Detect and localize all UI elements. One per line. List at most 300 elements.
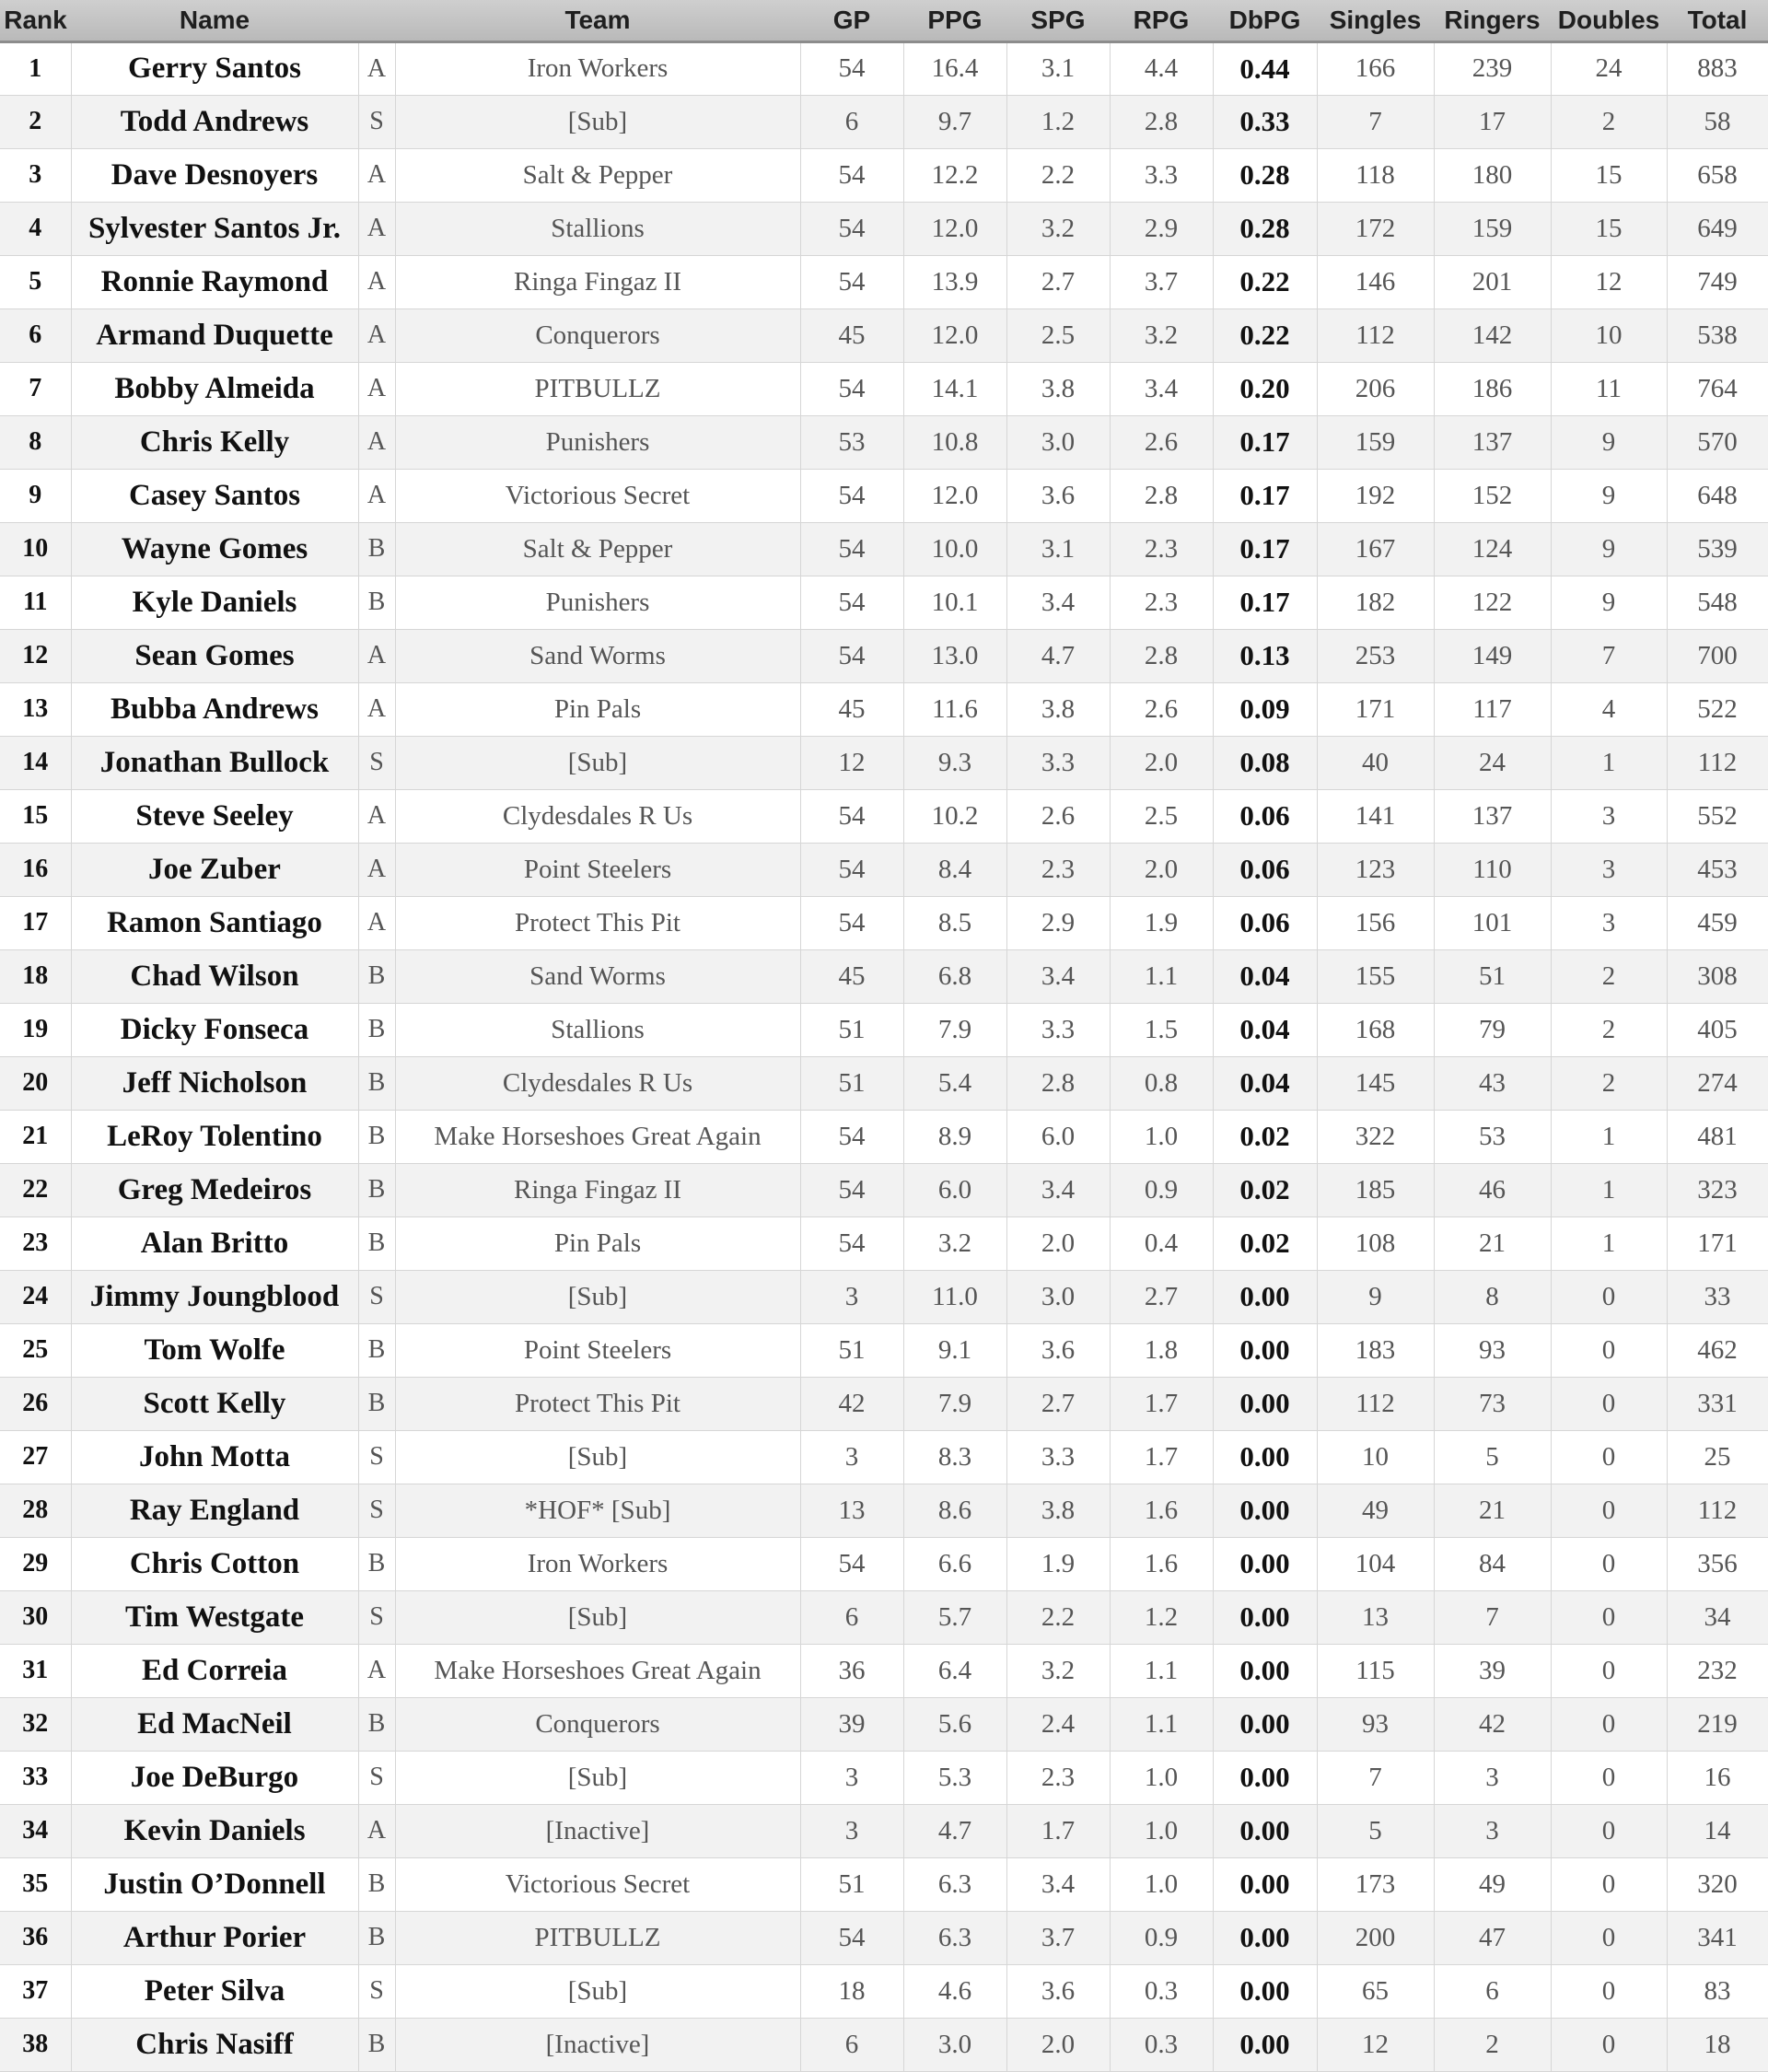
cell-dbpg: 0.00 [1213,1697,1317,1751]
cell-name: Tim Westgate [71,1590,358,1644]
cell-gp: 54 [800,1216,903,1270]
cell-class: B [358,1056,395,1110]
cell-rpg: 1.7 [1110,1430,1213,1484]
cell-total: 320 [1667,1857,1768,1911]
cell-dbpg: 0.17 [1213,415,1317,469]
table-row [0,843,1768,896]
cell-ppg: 10.1 [903,576,1006,629]
cell-ringers: 49 [1434,1857,1551,1911]
cell-gp: 54 [800,362,903,415]
cell-dbpg: 0.00 [1213,1377,1317,1430]
cell-team: Pin Pals [395,682,800,736]
cell-doubles: 0 [1551,1590,1667,1644]
column-header-rpg[interactable]: RPG [1110,0,1213,41]
cell-rank: 18 [0,949,71,1003]
cell-spg: 3.6 [1006,1964,1110,2018]
cell-rank: 38 [0,2018,71,2071]
cell-gp: 45 [800,682,903,736]
cell-ppg: 6.8 [903,949,1006,1003]
cell-ppg: 9.3 [903,736,1006,789]
cell-doubles: 0 [1551,1323,1667,1377]
cell-rpg: 1.0 [1110,1751,1213,1804]
cell-rpg: 2.8 [1110,95,1213,148]
cell-name: John Motta [71,1430,358,1484]
column-header-doubles[interactable]: Doubles [1551,0,1667,41]
cell-class: S [358,1270,395,1323]
cell-name: Chris Cotton [71,1537,358,1590]
cell-team: Iron Workers [395,41,800,95]
cell-total: 112 [1667,1484,1768,1537]
cell-gp: 54 [800,629,903,682]
cell-singles: 168 [1317,1003,1434,1056]
cell-doubles: 1 [1551,736,1667,789]
cell-spg: 6.0 [1006,1110,1110,1163]
cell-doubles: 0 [1551,2018,1667,2071]
cell-rpg: 1.2 [1110,1590,1213,1644]
cell-total: 274 [1667,1056,1768,1110]
cell-ppg: 12.2 [903,148,1006,202]
cell-class: S [358,1484,395,1537]
cell-singles: 159 [1317,415,1434,469]
table-row [0,1697,1768,1751]
cell-singles: 40 [1317,736,1434,789]
cell-gp: 54 [800,148,903,202]
table-row [0,629,1768,682]
cell-singles: 183 [1317,1323,1434,1377]
cell-gp: 54 [800,896,903,949]
column-header-spg[interactable]: SPG [1006,0,1110,41]
cell-name: Kevin Daniels [71,1804,358,1857]
cell-gp: 3 [800,1270,903,1323]
cell-spg: 3.8 [1006,1484,1110,1537]
cell-ringers: 239 [1434,41,1551,95]
cell-gp: 3 [800,1751,903,1804]
cell-ppg: 10.2 [903,789,1006,843]
table-row [0,1537,1768,1590]
cell-singles: 49 [1317,1484,1434,1537]
cell-ringers: 3 [1434,1804,1551,1857]
cell-rpg: 1.0 [1110,1857,1213,1911]
cell-class: A [358,1644,395,1697]
table-row [0,1590,1768,1644]
table-row [0,362,1768,415]
cell-rank: 30 [0,1590,71,1644]
column-header-dbpg[interactable]: DbPG [1213,0,1317,41]
cell-team: PITBULLZ [395,1911,800,1964]
cell-rpg: 1.7 [1110,1377,1213,1430]
cell-ppg: 9.1 [903,1323,1006,1377]
cell-singles: 112 [1317,308,1434,362]
cell-class: A [358,682,395,736]
cell-ringers: 7 [1434,1590,1551,1644]
table-row [0,1430,1768,1484]
cell-singles: 12 [1317,2018,1434,2071]
cell-singles: 192 [1317,469,1434,522]
cell-total: 649 [1667,202,1768,255]
cell-spg: 3.2 [1006,202,1110,255]
cell-dbpg: 0.33 [1213,95,1317,148]
cell-singles: 65 [1317,1964,1434,2018]
cell-ppg: 6.3 [903,1911,1006,1964]
cell-rpg: 4.4 [1110,41,1213,95]
table-row [0,949,1768,1003]
cell-ringers: 137 [1434,789,1551,843]
cell-spg: 2.9 [1006,896,1110,949]
cell-name: Ray England [71,1484,358,1537]
cell-singles: 93 [1317,1697,1434,1751]
table-row [0,148,1768,202]
cell-name: Tom Wolfe [71,1323,358,1377]
cell-rank: 8 [0,415,71,469]
cell-rank: 7 [0,362,71,415]
table-row [0,469,1768,522]
cell-spg: 2.4 [1006,1697,1110,1751]
cell-team: Salt & Pepper [395,522,800,576]
cell-gp: 45 [800,949,903,1003]
table-row [0,1751,1768,1804]
cell-dbpg: 0.22 [1213,308,1317,362]
cell-dbpg: 0.00 [1213,2018,1317,2071]
cell-class: B [358,1537,395,1590]
cell-rpg: 1.9 [1110,896,1213,949]
cell-doubles: 2 [1551,949,1667,1003]
cell-spg: 1.2 [1006,95,1110,148]
cell-ppg: 6.0 [903,1163,1006,1216]
cell-spg: 3.8 [1006,362,1110,415]
cell-doubles: 9 [1551,576,1667,629]
cell-dbpg: 0.00 [1213,1430,1317,1484]
cell-spg: 3.4 [1006,1163,1110,1216]
cell-dbpg: 0.00 [1213,1804,1317,1857]
cell-rank: 36 [0,1911,71,1964]
cell-dbpg: 0.00 [1213,1911,1317,1964]
cell-class: A [358,202,395,255]
cell-dbpg: 0.00 [1213,1857,1317,1911]
column-header-name[interactable]: Name [71,0,358,41]
cell-rpg: 1.1 [1110,949,1213,1003]
cell-class: A [358,843,395,896]
cell-singles: 112 [1317,1377,1434,1430]
cell-spg: 2.8 [1006,1056,1110,1110]
cell-ppg: 16.4 [903,41,1006,95]
cell-doubles: 0 [1551,1270,1667,1323]
cell-spg: 3.6 [1006,1323,1110,1377]
cell-ppg: 3.2 [903,1216,1006,1270]
cell-doubles: 12 [1551,255,1667,308]
cell-doubles: 15 [1551,148,1667,202]
cell-ppg: 8.4 [903,843,1006,896]
cell-total: 538 [1667,308,1768,362]
cell-ringers: 21 [1434,1216,1551,1270]
table-row [0,415,1768,469]
cell-team: Stallions [395,202,800,255]
cell-total: 25 [1667,1430,1768,1484]
cell-doubles: 7 [1551,629,1667,682]
table-row [0,1003,1768,1056]
cell-doubles: 0 [1551,1751,1667,1804]
table-row [0,308,1768,362]
cell-rank: 2 [0,95,71,148]
cell-rank: 14 [0,736,71,789]
cell-gp: 54 [800,1110,903,1163]
cell-team: [Inactive] [395,2018,800,2071]
cell-spg: 3.6 [1006,469,1110,522]
cell-name: Jeff Nicholson [71,1056,358,1110]
cell-ringers: 24 [1434,736,1551,789]
table-row [0,202,1768,255]
cell-name: Kyle Daniels [71,576,358,629]
cell-rank: 12 [0,629,71,682]
cell-ringers: 39 [1434,1644,1551,1697]
cell-ppg: 6.3 [903,1857,1006,1911]
cell-name: Peter Silva [71,1964,358,2018]
table-row [0,1644,1768,1697]
cell-doubles: 0 [1551,1484,1667,1537]
cell-gp: 6 [800,95,903,148]
cell-name: Chad Wilson [71,949,358,1003]
cell-team: Pin Pals [395,1216,800,1270]
cell-ppg: 9.7 [903,95,1006,148]
cell-total: 16 [1667,1751,1768,1804]
cell-spg: 3.8 [1006,682,1110,736]
cell-name: Ed MacNeil [71,1697,358,1751]
cell-total: 14 [1667,1804,1768,1857]
cell-class: S [358,1964,395,2018]
cell-rank: 20 [0,1056,71,1110]
cell-gp: 54 [800,789,903,843]
cell-singles: 5 [1317,1804,1434,1857]
column-header-rank[interactable]: Rank [0,0,71,41]
cell-singles: 182 [1317,576,1434,629]
column-header-total[interactable]: Total [1667,0,1768,41]
cell-ringers: 124 [1434,522,1551,576]
table-row [0,736,1768,789]
cell-spg: 4.7 [1006,629,1110,682]
cell-ppg: 8.5 [903,896,1006,949]
cell-singles: 155 [1317,949,1434,1003]
cell-gp: 54 [800,843,903,896]
cell-doubles: 3 [1551,843,1667,896]
cell-class: B [358,1323,395,1377]
cell-rpg: 1.1 [1110,1697,1213,1751]
cell-doubles: 3 [1551,896,1667,949]
cell-rpg: 1.8 [1110,1323,1213,1377]
cell-singles: 200 [1317,1911,1434,1964]
cell-class: A [358,1804,395,1857]
cell-gp: 51 [800,1056,903,1110]
cell-team: Stallions [395,1003,800,1056]
cell-rpg: 1.6 [1110,1484,1213,1537]
cell-name: Wayne Gomes [71,522,358,576]
cell-rpg: 2.3 [1110,576,1213,629]
cell-singles: 156 [1317,896,1434,949]
cell-class: B [358,1377,395,1430]
cell-team: [Sub] [395,1270,800,1323]
cell-name: Dicky Fonseca [71,1003,358,1056]
cell-rpg: 1.6 [1110,1537,1213,1590]
cell-spg: 2.3 [1006,843,1110,896]
cell-total: 232 [1667,1644,1768,1697]
cell-total: 462 [1667,1323,1768,1377]
cell-ringers: 149 [1434,629,1551,682]
cell-spg: 3.4 [1006,1857,1110,1911]
cell-ppg: 10.8 [903,415,1006,469]
cell-class: S [358,1430,395,1484]
cell-gp: 13 [800,1484,903,1537]
cell-singles: 173 [1317,1857,1434,1911]
cell-name: Jonathan Bullock [71,736,358,789]
cell-rank: 25 [0,1323,71,1377]
cell-class: B [358,1110,395,1163]
cell-ringers: 186 [1434,362,1551,415]
column-header-class[interactable] [358,0,395,41]
cell-name: Ramon Santiago [71,896,358,949]
cell-total: 539 [1667,522,1768,576]
cell-gp: 42 [800,1377,903,1430]
cell-dbpg: 0.00 [1213,1537,1317,1590]
cell-rank: 13 [0,682,71,736]
cell-rpg: 2.6 [1110,682,1213,736]
table-row [0,682,1768,736]
cell-gp: 39 [800,1697,903,1751]
cell-singles: 7 [1317,1751,1434,1804]
cell-singles: 206 [1317,362,1434,415]
cell-ringers: 101 [1434,896,1551,949]
cell-dbpg: 0.13 [1213,629,1317,682]
cell-team: Victorious Secret [395,469,800,522]
cell-ppg: 11.0 [903,1270,1006,1323]
cell-ringers: 159 [1434,202,1551,255]
cell-rank: 26 [0,1377,71,1430]
cell-total: 219 [1667,1697,1768,1751]
cell-class: B [358,1911,395,1964]
cell-dbpg: 0.20 [1213,362,1317,415]
cell-rank: 15 [0,789,71,843]
cell-spg: 3.0 [1006,415,1110,469]
cell-gp: 54 [800,202,903,255]
cell-class: S [358,1590,395,1644]
cell-singles: 104 [1317,1537,1434,1590]
cell-name: Scott Kelly [71,1377,358,1430]
cell-spg: 3.7 [1006,1911,1110,1964]
cell-rpg: 2.6 [1110,415,1213,469]
cell-class: A [358,41,395,95]
cell-rpg: 2.5 [1110,789,1213,843]
cell-doubles: 9 [1551,469,1667,522]
cell-rpg: 0.8 [1110,1056,1213,1110]
cell-name: Ronnie Raymond [71,255,358,308]
cell-ppg: 7.9 [903,1003,1006,1056]
cell-dbpg: 0.02 [1213,1110,1317,1163]
cell-class: A [358,469,395,522]
cell-ringers: 142 [1434,308,1551,362]
table-row [0,1377,1768,1430]
cell-singles: 167 [1317,522,1434,576]
cell-class: B [358,2018,395,2071]
cell-spg: 3.3 [1006,1430,1110,1484]
cell-spg: 3.3 [1006,1003,1110,1056]
cell-rank: 28 [0,1484,71,1537]
cell-doubles: 0 [1551,1911,1667,1964]
cell-team: PITBULLZ [395,362,800,415]
table-row [0,95,1768,148]
cell-rank: 19 [0,1003,71,1056]
cell-doubles: 0 [1551,1857,1667,1911]
table-row [0,789,1768,843]
cell-gp: 51 [800,1857,903,1911]
cell-singles: 185 [1317,1163,1434,1216]
cell-gp: 53 [800,415,903,469]
column-header-singles[interactable]: Singles [1317,0,1434,41]
cell-name: Sean Gomes [71,629,358,682]
cell-dbpg: 0.08 [1213,736,1317,789]
cell-dbpg: 0.00 [1213,1484,1317,1537]
cell-doubles: 0 [1551,1804,1667,1857]
cell-spg: 3.4 [1006,949,1110,1003]
cell-total: 481 [1667,1110,1768,1163]
cell-rpg: 2.8 [1110,469,1213,522]
cell-doubles: 9 [1551,522,1667,576]
cell-gp: 54 [800,1911,903,1964]
cell-singles: 172 [1317,202,1434,255]
cell-total: 323 [1667,1163,1768,1216]
column-header-team[interactable]: Team [395,0,800,41]
cell-ringers: 2 [1434,2018,1551,2071]
cell-name: Steve Seeley [71,789,358,843]
table-row [0,1484,1768,1537]
cell-spg: 2.0 [1006,2018,1110,2071]
cell-total: 34 [1667,1590,1768,1644]
cell-gp: 18 [800,1964,903,2018]
cell-ppg: 12.0 [903,202,1006,255]
column-header-ringers[interactable]: Ringers [1434,0,1551,41]
cell-ppg: 8.6 [903,1484,1006,1537]
cell-rank: 9 [0,469,71,522]
column-header-gp[interactable]: GP [800,0,903,41]
cell-rank: 22 [0,1163,71,1216]
cell-singles: 166 [1317,41,1434,95]
cell-singles: 9 [1317,1270,1434,1323]
cell-class: A [358,789,395,843]
cell-name: Bubba Andrews [71,682,358,736]
cell-dbpg: 0.00 [1213,1964,1317,2018]
cell-ppg: 3.0 [903,2018,1006,2071]
cell-name: Gerry Santos [71,41,358,95]
cell-total: 764 [1667,362,1768,415]
cell-ringers: 8 [1434,1270,1551,1323]
cell-ringers: 43 [1434,1056,1551,1110]
cell-gp: 54 [800,522,903,576]
cell-ppg: 12.0 [903,308,1006,362]
cell-class: B [358,1003,395,1056]
cell-class: S [358,95,395,148]
column-header-ppg[interactable]: PPG [903,0,1006,41]
cell-ringers: 137 [1434,415,1551,469]
cell-rpg: 3.3 [1110,148,1213,202]
cell-dbpg: 0.00 [1213,1270,1317,1323]
table-row [0,522,1768,576]
cell-ppg: 8.3 [903,1430,1006,1484]
cell-singles: 118 [1317,148,1434,202]
cell-singles: 145 [1317,1056,1434,1110]
cell-doubles: 0 [1551,1377,1667,1430]
cell-team: [Sub] [395,736,800,789]
cell-class: A [358,629,395,682]
cell-gp: 54 [800,1537,903,1590]
cell-ppg: 6.4 [903,1644,1006,1697]
cell-gp: 3 [800,1804,903,1857]
cell-doubles: 10 [1551,308,1667,362]
